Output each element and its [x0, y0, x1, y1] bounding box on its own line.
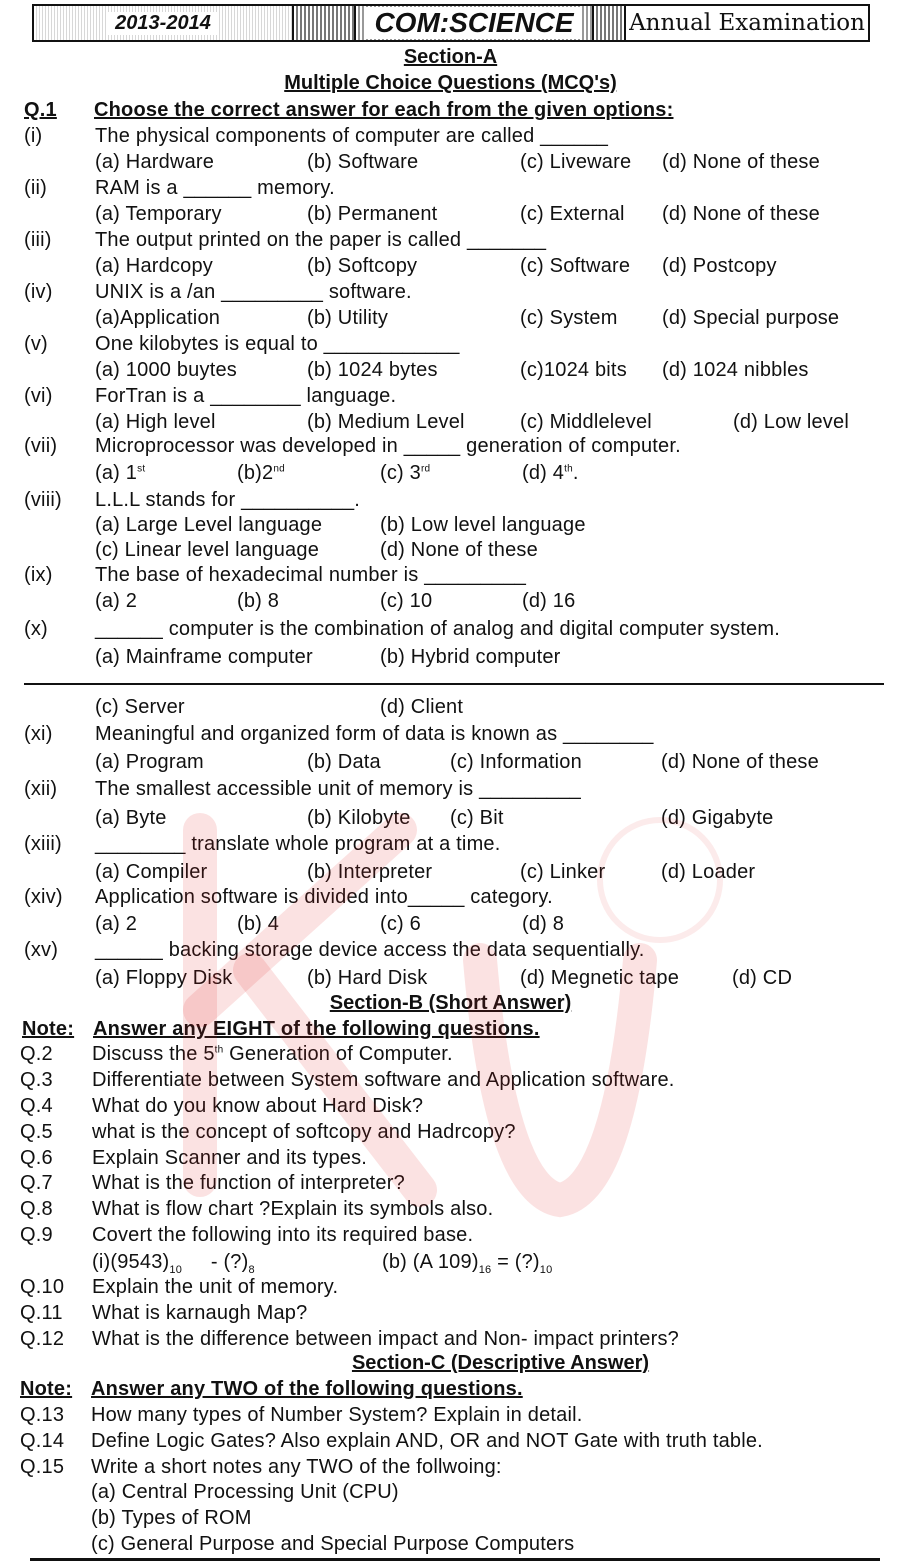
question-number: (vii)	[24, 435, 58, 457]
option-a: (a)Application	[95, 307, 221, 329]
exam-header	[32, 4, 870, 42]
question-text: what is the concept of softcopy and Hadrcopy?	[92, 1121, 516, 1143]
question-number: Q.3	[20, 1069, 53, 1091]
option-a: (a) 1st	[95, 462, 146, 484]
question-number: (xii)	[24, 778, 58, 800]
exam-type-box	[624, 4, 870, 42]
section-b-title: Section-B (Short Answer)	[329, 992, 572, 1014]
question-number: Q.5	[20, 1121, 53, 1143]
option-c: (c) Linker	[520, 861, 606, 883]
q9-part-ii: (b) (A $109)_{16}$ = $(?)_{10}$	[382, 1251, 553, 1276]
year-box	[32, 4, 294, 42]
subject-label: COM:SCIENCE	[366, 7, 581, 39]
option-d: (d) None of these	[380, 539, 538, 561]
question-number: Q.13	[20, 1404, 65, 1426]
option-b: (b) Interpreter	[307, 861, 433, 883]
option-a: (a) Hardcopy	[95, 255, 213, 277]
option-d: (d) 1024 nibbles	[662, 359, 809, 381]
option-a: (a) Temporary	[95, 203, 222, 225]
option-b: (b) Low level language	[380, 514, 586, 536]
question-text: L.L.L stands for __________.	[95, 489, 361, 511]
question-number: (ix)	[24, 564, 53, 586]
question-number: (x)	[24, 618, 48, 640]
option-c: (c) Middlelevel	[520, 411, 652, 433]
option-b: (b) Medium Level	[307, 411, 465, 433]
option-d: (d) Gigabyte	[661, 807, 774, 829]
question-text: What do you know about Hard Disk?	[92, 1095, 424, 1117]
option-a: (a) High level	[95, 411, 216, 433]
section-b-note-label: Note:	[22, 1018, 75, 1040]
question-text: Discuss the 5th Generation of Computer.	[92, 1043, 453, 1065]
section-a-subtitle: Multiple Choice Questions (MCQ's)	[284, 72, 617, 94]
section-b-note: Answer any EIGHT of the following questions.	[93, 1018, 540, 1040]
option-d: (d) Postcopy	[662, 255, 777, 277]
option-d: (d) Special purpose	[662, 307, 840, 329]
question-number: (v)	[24, 333, 48, 355]
question-number: (ii)	[24, 177, 48, 199]
option-c: (c) Information	[450, 751, 582, 773]
question-number: (iii)	[24, 229, 52, 251]
option-b: (b) 1024 bytes	[307, 359, 438, 381]
option-c: (c) 6	[380, 913, 421, 935]
question-text: Covert the following into its required base.	[92, 1224, 474, 1246]
option-b: (b) Permanent	[307, 203, 438, 225]
option-d: (d) CD	[732, 967, 793, 989]
question-number: Q.6	[20, 1147, 53, 1169]
question-number: Q.12	[20, 1328, 65, 1350]
option-c: (d) Megnetic tape	[520, 967, 680, 989]
option-b: (b) Hybrid computer	[380, 646, 561, 668]
q9-part-i: $(i)(9543)_{10}$ - $(?)_8$	[92, 1251, 255, 1276]
option-d: (d) Client	[380, 696, 464, 718]
header-divider	[294, 4, 354, 42]
bottom-rule	[30, 1558, 880, 1561]
option-c: (c) Software	[520, 255, 631, 277]
question-text: How many types of Number System? Explain in detail.	[91, 1404, 583, 1426]
question-text: The smallest accessible unit of memory is _________	[95, 778, 581, 800]
question-text: The output printed on the paper is called _______	[95, 229, 547, 251]
option-b: (b) Softcopy	[307, 255, 418, 277]
question-number: Q.7	[20, 1172, 53, 1194]
q15-sub-item: (c) General Purpose and Special Purpose Computers	[91, 1533, 575, 1555]
question-text: Application software is divided into_____ category.	[95, 886, 553, 908]
q1-instruction: Choose the correct answer for each from the given options:	[94, 99, 674, 121]
exam-type-label: Annual Examination	[629, 10, 865, 36]
option-a: (a) Large Level language	[95, 514, 323, 536]
question-number: (xiv)	[24, 886, 63, 908]
option-b: (b) Software	[307, 151, 419, 173]
option-a: (a) 2	[95, 590, 138, 612]
option-b: (b) Hard Disk	[307, 967, 428, 989]
option-a: (a) Compiler	[95, 861, 208, 883]
question-text: Explain Scanner and its types.	[92, 1147, 368, 1169]
question-text: What is flow chart ?Explain its symbols also.	[92, 1198, 494, 1220]
option-b: (b) 4	[237, 913, 280, 935]
q1-label: Q.1	[24, 99, 57, 121]
question-text: The physical components of computer are called ______	[95, 125, 609, 147]
option-c: (c)1024 bits	[520, 359, 627, 381]
option-d: (d) None of these	[662, 151, 820, 173]
question-text: What is karnaugh Map?	[92, 1302, 308, 1324]
question-number: Q.10	[20, 1276, 65, 1298]
question-number: Q.2	[20, 1043, 53, 1065]
option-d: (d) None of these	[662, 203, 820, 225]
question-text: What is the difference between impact and Non- impact printers?	[92, 1328, 679, 1350]
option-a: (a) Floppy Disk	[95, 967, 233, 989]
question-number: Q.15	[20, 1456, 65, 1478]
question-text: The base of hexadecimal number is _________	[95, 564, 527, 586]
question-number: (i)	[24, 125, 43, 147]
option-a: (a) Hardware	[95, 151, 215, 173]
question-text: Meaningful and organized form of data is known as ________	[95, 723, 654, 745]
option-c: (c) Bit	[450, 807, 504, 829]
question-text: ForTran is a ________ language.	[95, 385, 397, 407]
question-number: Q.11	[20, 1302, 63, 1324]
option-b: (b) 8	[237, 590, 280, 612]
section-c-note-label: Note:	[20, 1378, 73, 1400]
option-c: (c) 3rd	[380, 462, 431, 484]
option-c: (c) Server	[95, 696, 185, 718]
question-text: What is the function of interpreter?	[92, 1172, 405, 1194]
option-c: (c) System	[520, 307, 618, 329]
question-number: Q.14	[20, 1430, 65, 1452]
option-b: (b) Kilobyte	[307, 807, 411, 829]
fold-divider	[24, 683, 884, 685]
option-a: (a) Mainframe computer	[95, 646, 313, 668]
section-c-note: Answer any TWO of the following questions.	[91, 1378, 523, 1400]
question-text: ______ computer is the combination of analog and digital computer system.	[95, 618, 780, 640]
question-text: UNIX is a /an _________ software.	[95, 281, 412, 303]
question-number: (vi)	[24, 385, 53, 407]
question-text: ______ backing storage device access the data sequentially.	[95, 939, 645, 961]
option-d: (d) Loader	[661, 861, 756, 883]
question-text: Write a short notes any TWO of the follwoing:	[91, 1456, 502, 1478]
option-d: (d) 4th.	[522, 462, 579, 484]
question-text: Microprocessor was developed in _____ generation of computer.	[95, 435, 681, 457]
question-number: Q.8	[20, 1198, 53, 1220]
question-number: (iv)	[24, 281, 53, 303]
option-d: (d) Low level	[733, 411, 849, 433]
section-a-title: Section-A	[403, 46, 498, 68]
option-b: (b)2nd	[237, 462, 285, 484]
option-a: (a) 2	[95, 913, 138, 935]
question-number: (viii)	[24, 489, 62, 511]
option-d: (d) 8	[522, 913, 565, 935]
question-text: ________ translate whole program at a time.	[95, 833, 501, 855]
q15-sub-item: (b) Types of ROM	[91, 1507, 252, 1529]
option-c: (c) External	[520, 203, 625, 225]
question-text: Define Logic Gates? Also explain AND, OR and NOT Gate with truth table.	[91, 1430, 763, 1452]
question-number: Q.4	[20, 1095, 53, 1117]
option-b: (b) Utility	[307, 307, 389, 329]
option-a: (a) Program	[95, 751, 204, 773]
option-d: (d) 16	[522, 590, 576, 612]
option-c: (c) Liveware	[520, 151, 632, 173]
question-number: (xi)	[24, 723, 53, 745]
subject-box	[354, 4, 594, 42]
question-text: RAM is a ______ memory.	[95, 177, 335, 199]
option-d: (d) None of these	[661, 751, 819, 773]
question-number: (xv)	[24, 939, 59, 961]
question-text: Differentiate between System software and Application software.	[92, 1069, 675, 1091]
question-text: Explain the unit of memory.	[92, 1276, 339, 1298]
option-c: (c) 10	[380, 590, 433, 612]
question-number: Q.9	[20, 1224, 53, 1246]
header-divider	[594, 4, 624, 42]
question-text: One kilobytes is equal to ____________	[95, 333, 460, 355]
option-c: (c) Linear level language	[95, 539, 320, 561]
option-a: (a) Byte	[95, 807, 167, 829]
option-b: (b) Data	[307, 751, 381, 773]
year-label: 2013-2014	[107, 12, 219, 35]
question-number: (xiii)	[24, 833, 62, 855]
option-a: (a) 1000 buytes	[95, 359, 237, 381]
q15-sub-item: (a) Central Processing Unit (CPU)	[91, 1481, 399, 1503]
section-c-title: Section-C (Descriptive Answer)	[351, 1352, 650, 1374]
